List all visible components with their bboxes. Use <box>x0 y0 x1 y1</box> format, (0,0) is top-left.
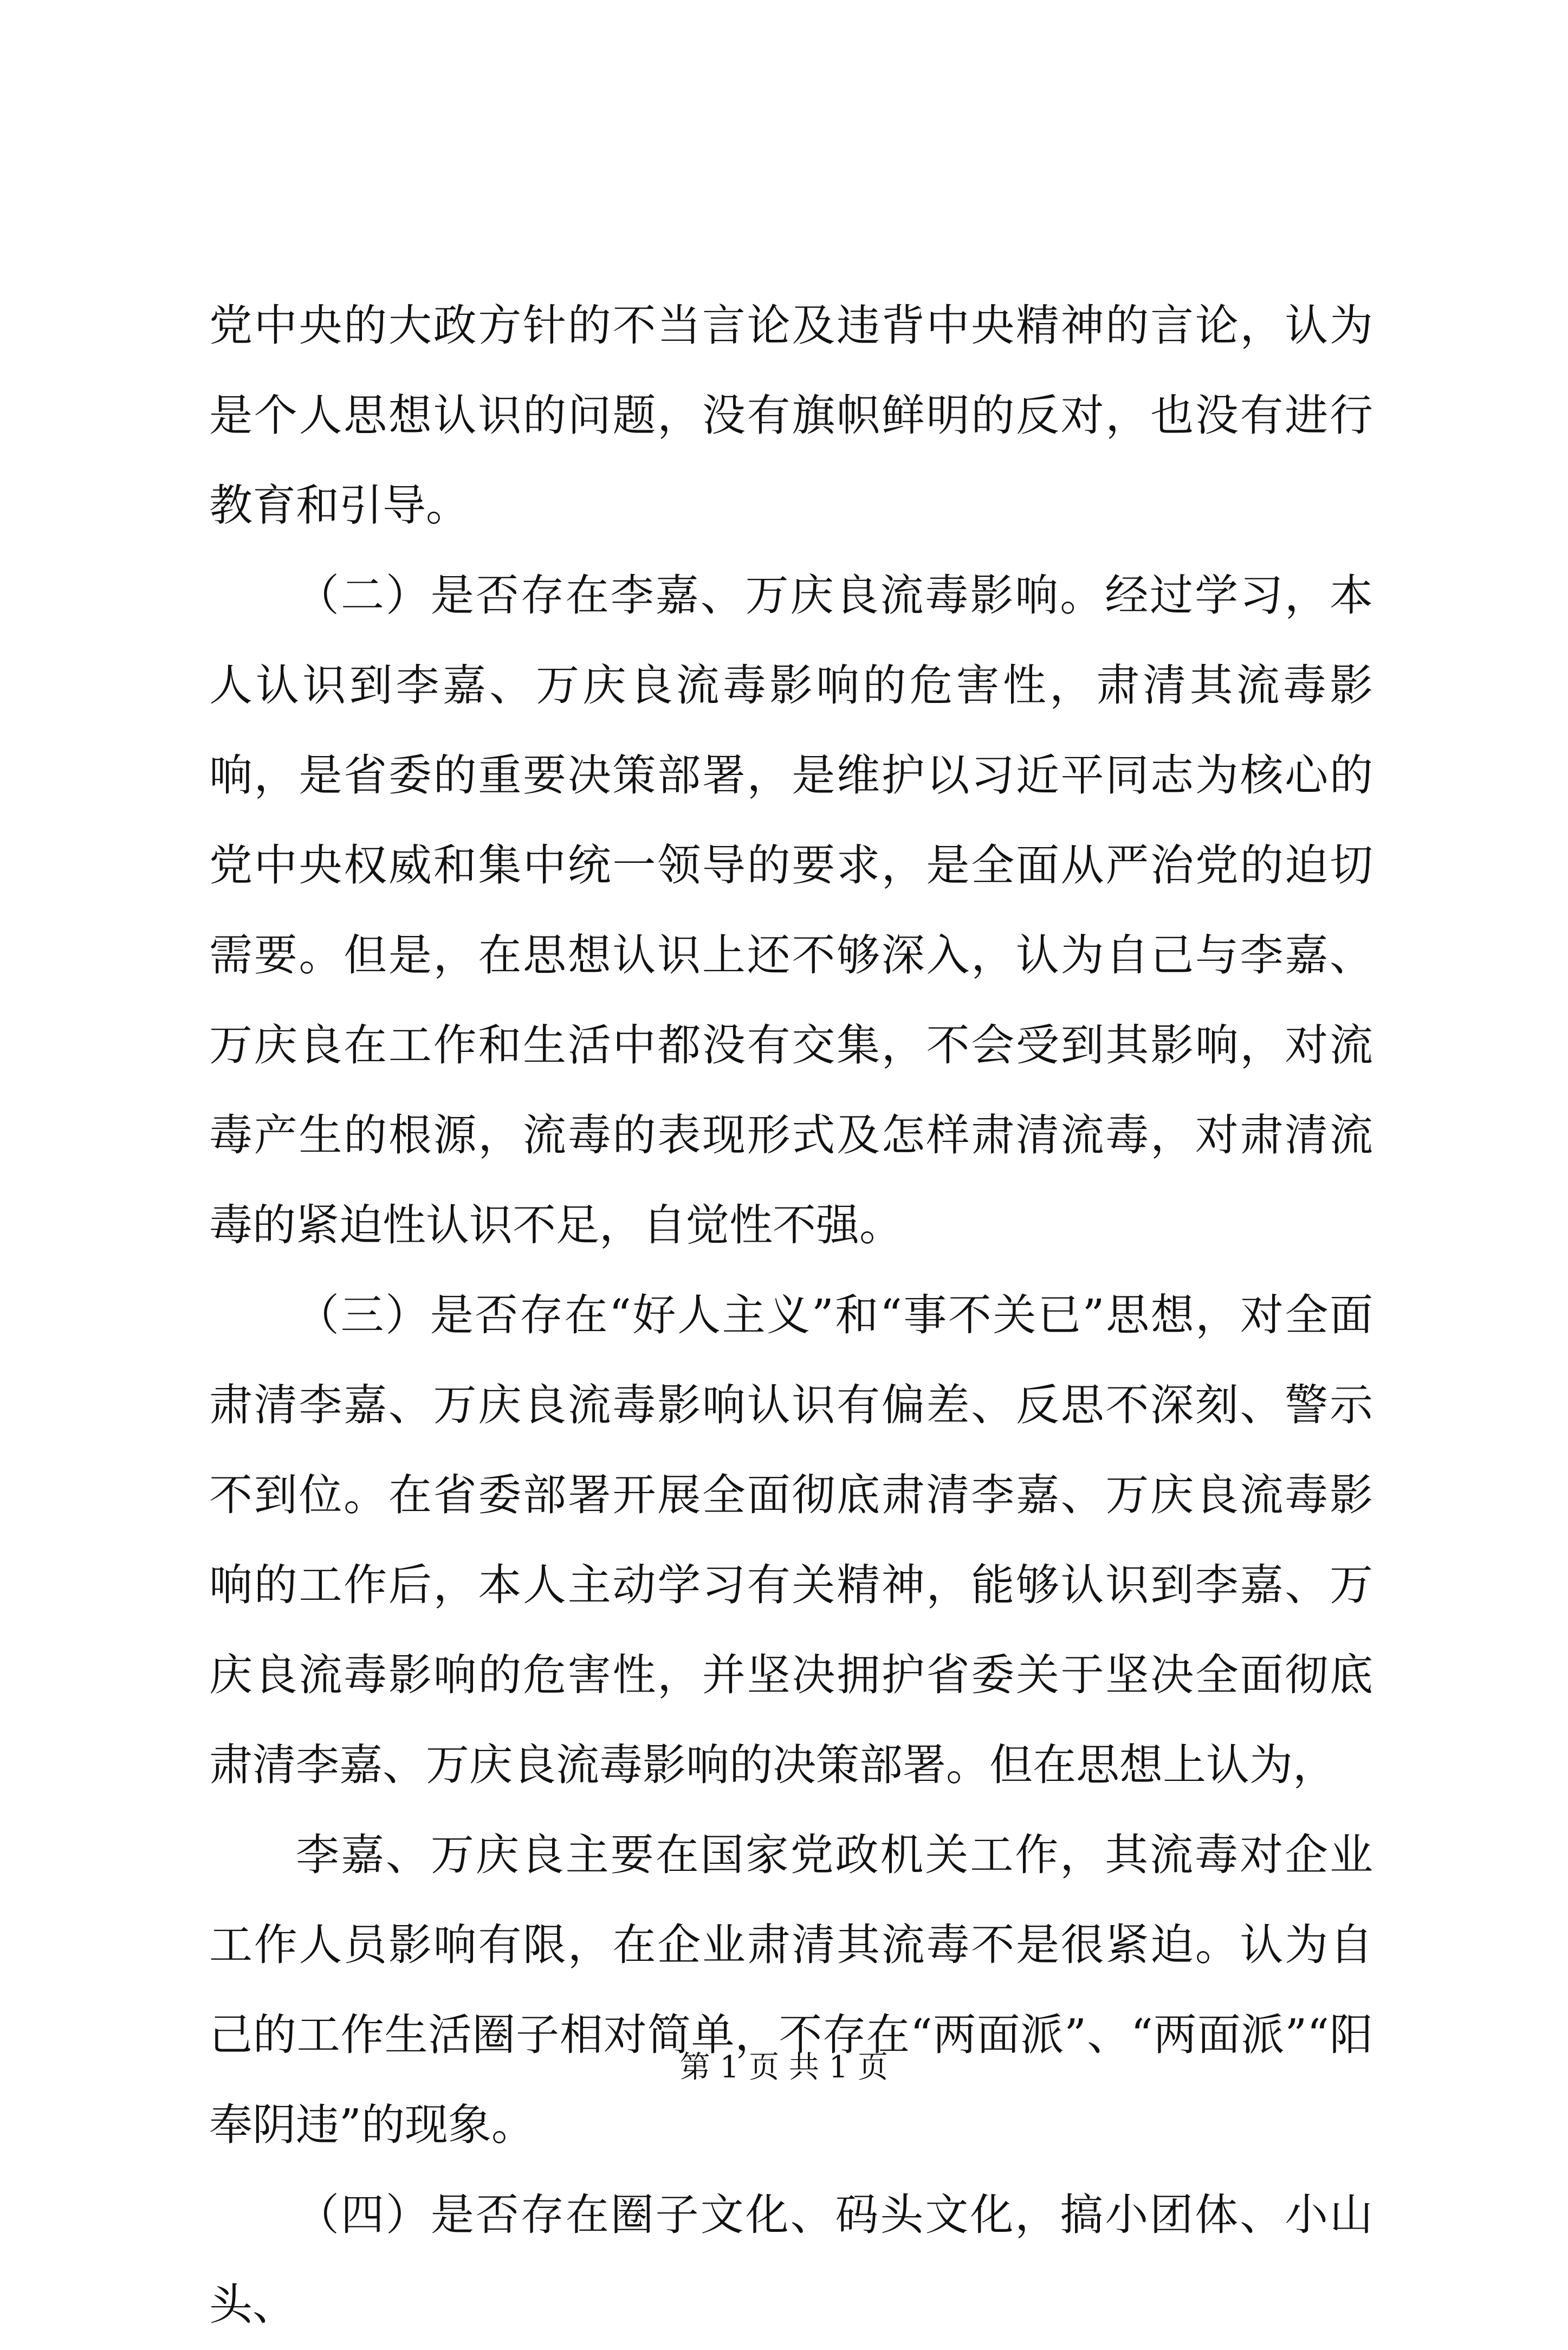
paragraph-1: 党中央的大政方针的不当言论及违背中央精神的言论，认为是个人思想认识的问题，没有旗帜鲜明的反对，也没有进行教育和引导。 <box>209 300 1373 531</box>
page-footer <box>0 2049 1568 2087</box>
page-number-label: 第 1 页 共 1 页 <box>679 2050 889 2085</box>
paragraph-2: （二）是否存在李嘉、万庆良流毒影响。经过学习，本人认识到李嘉、万庆良流毒影响的危害性，肃清其流毒影响，是省委的重要决策部署，是维护以习近平同志为核心的党中央权威和集中统一领导的要求，是全面从严治党的迫切需要。但是，在思想认识上还不够深入，认为自己与李嘉、万庆良在工作和生活中都没有交集，不会受到其影响，对流毒产生的根源，流毒的表现形式及怎样肃清流毒，对肃清流毒的紧迫性认识不足，自觉性不强。 <box>209 570 1373 1250</box>
paragraph-4: 李嘉、万庆良主要在国家党政机关工作，其流毒对企业工作人员影响有限，在企业肃清其流毒不是很紧迫。认为自己的工作生活圈子相对简单，不存在“两面派”、“两面派”“阳奉阴违”的现象。 <box>209 1830 1373 2150</box>
paragraph-5: （四）是否存在圈子文化、码头文化，搞小团体、小山头、 <box>209 2190 1373 2330</box>
paragraph-3: （三）是否存在“好人主义”和“事不关已”思想，对全面肃清李嘉、万庆良流毒影响认识有偏差、反思不深刻、警示不到位。在省委部署开展全面彻底肃清李嘉、万庆良流毒影响的工作后，本人主动学习有关精神，能够认识到李嘉、万庆良流毒影响的危害性，并坚决拥护省委关于坚决全面彻底肃清李嘉、万庆良流毒影响的决策部署。但在思想上认为， <box>209 1290 1373 1790</box>
document-body <box>209 281 1373 2350</box>
